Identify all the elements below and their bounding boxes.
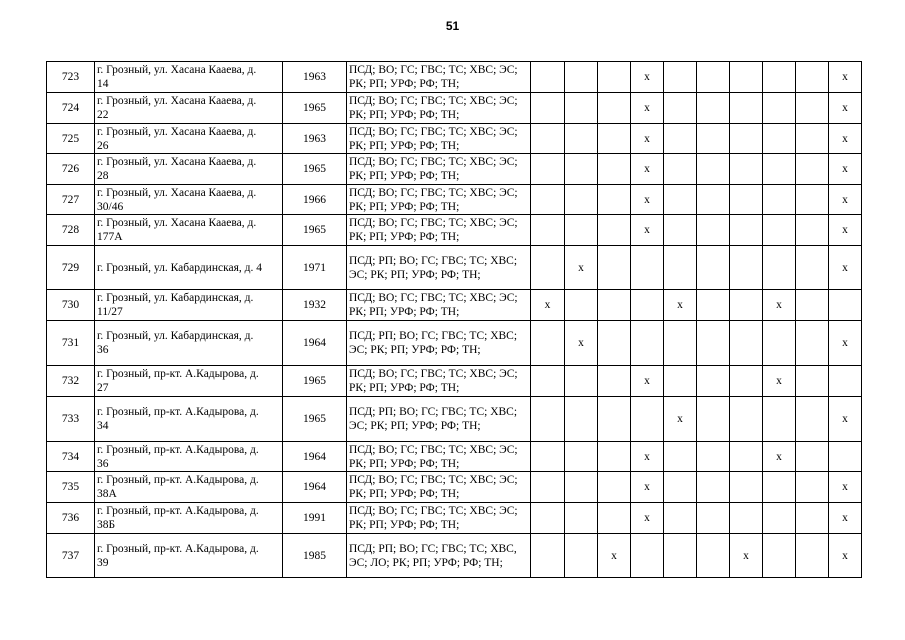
mark-cell: x	[631, 93, 664, 124]
address-line-1: г. Грозный, ул. Хасана Кааева, д.	[97, 125, 257, 138]
mark-cell: x	[631, 154, 664, 185]
table-row	[47, 472, 862, 503]
mark-cell	[598, 472, 631, 503]
services-line-2: ЭС; РК; РП; УРФ; РФ; ТН;	[349, 268, 481, 281]
build-year-cell: 1963	[283, 62, 347, 93]
mark-cell: x	[631, 503, 664, 534]
mark-cell	[565, 93, 598, 124]
mark-cell	[796, 290, 829, 321]
services-line-2: РК; РП; УРФ; РФ; ТН;	[349, 519, 460, 531]
mark-cell	[730, 397, 763, 442]
row-number-cell: 727	[47, 185, 95, 215]
services-cell	[347, 321, 531, 366]
mark-cell	[664, 62, 697, 93]
mark-cell	[730, 154, 763, 185]
address-line-2: 34	[97, 420, 109, 432]
services-cell	[347, 397, 531, 442]
mark-cell	[565, 290, 598, 321]
address-line-1: г. Грозный, ул. Кабардинская, д.	[97, 292, 254, 304]
mark-cell	[631, 534, 664, 578]
mark-cell	[598, 154, 631, 185]
services-cell	[347, 366, 531, 397]
address-line-2: 38Б	[97, 519, 116, 531]
mark-cell	[730, 503, 763, 534]
mark-cell	[598, 62, 631, 93]
mark-cell: x	[763, 442, 796, 472]
mark-cell	[598, 93, 631, 124]
mark-cell: x	[631, 366, 664, 397]
mark-cell	[730, 246, 763, 290]
mark-cell: x	[763, 366, 796, 397]
services-line-1: ПСД; РП; ВО; ГС; ГВС; ТС; ХВС;	[349, 330, 518, 342]
mark-cell	[531, 503, 565, 534]
services-line-2: РК; РП; УРФ; РФ; ТН;	[349, 382, 460, 394]
mark-cell	[565, 534, 598, 578]
mark-cell: x	[664, 397, 697, 442]
mark-cell	[763, 246, 796, 290]
mark-cell: x	[598, 534, 631, 578]
services-line-2: РК; РП; УРФ; РФ; ТН;	[349, 109, 460, 121]
services-line-2: РК; РП; УРФ; РФ; ТН;	[349, 457, 460, 470]
mark-cell	[763, 124, 796, 154]
services-line-2: РК; РП; УРФ; РФ; ТН;	[349, 78, 460, 90]
mark-cell	[531, 246, 565, 290]
row-number-cell: 735	[47, 472, 95, 503]
mark-cell	[796, 185, 829, 215]
table-row	[47, 321, 862, 366]
build-year-cell: 1966	[283, 185, 347, 215]
mark-cell	[664, 366, 697, 397]
mark-cell	[565, 442, 598, 472]
build-year-cell: 1965	[283, 154, 347, 185]
address-cell	[95, 503, 283, 534]
mark-cell	[796, 472, 829, 503]
address-cell	[95, 185, 283, 215]
mark-cell: x	[565, 321, 598, 366]
address-line-2: 39	[97, 556, 109, 569]
mark-cell	[697, 397, 730, 442]
mark-cell	[697, 534, 730, 578]
services-line-2: РК; РП; УРФ; РФ; ТН;	[349, 306, 460, 318]
services-line-1: ПСД; ВО; ГС; ГВС; ТС; ХВС; ЭС;	[349, 217, 518, 229]
address-cell	[95, 321, 283, 366]
mark-cell	[598, 366, 631, 397]
build-year-cell: 1965	[283, 397, 347, 442]
address-line-2: 177А	[97, 231, 123, 243]
mark-cell	[697, 154, 730, 185]
services-line-2: РК; РП; УРФ; РФ; ТН;	[349, 231, 460, 243]
services-line-1: ПСД; ВО; ГС; ГВС; ТС; ХВС; ЭС;	[349, 368, 518, 380]
mark-cell	[531, 154, 565, 185]
row-number-cell: 737	[47, 534, 95, 578]
services-line-2: ЭС; ЛО; РК; РП; УРФ; РФ; ТН;	[349, 556, 503, 569]
mark-cell	[565, 124, 598, 154]
mark-cell	[664, 215, 697, 246]
mark-cell	[763, 154, 796, 185]
row-number-cell: 732	[47, 366, 95, 397]
mark-cell: x	[829, 62, 862, 93]
address-line-2: 36	[97, 344, 109, 356]
mark-cell	[697, 290, 730, 321]
housing-register-table	[46, 61, 862, 578]
mark-cell	[697, 472, 730, 503]
services-line-1: ПСД; ВО; ГС; ГВС; ТС; ХВС; ЭС;	[349, 505, 518, 517]
mark-cell	[598, 442, 631, 472]
mark-cell	[730, 124, 763, 154]
services-cell	[347, 290, 531, 321]
mark-cell	[796, 154, 829, 185]
mark-cell	[631, 246, 664, 290]
address-line-1: г. Грозный, пр-кт. А.Кадырова, д.	[97, 474, 259, 486]
mark-cell	[697, 185, 730, 215]
mark-cell	[796, 397, 829, 442]
services-cell	[347, 215, 531, 246]
address-line-2: 30/46	[97, 200, 124, 213]
mark-cell	[664, 154, 697, 185]
address-cell	[95, 472, 283, 503]
address-line-2: 38А	[97, 488, 117, 500]
build-year-cell: 1964	[283, 442, 347, 472]
services-line-1: ПСД; РП; ВО; ГС; ГВС; ТС; ХВС;	[349, 254, 518, 267]
mark-cell	[697, 366, 730, 397]
mark-cell	[531, 93, 565, 124]
build-year-cell: 1932	[283, 290, 347, 321]
table-row	[47, 534, 862, 578]
mark-cell	[531, 366, 565, 397]
mark-cell	[730, 366, 763, 397]
mark-cell	[730, 185, 763, 215]
row-number-cell: 726	[47, 154, 95, 185]
address-cell	[95, 290, 283, 321]
services-line-1: ПСД; ВО; ГС; ГВС; ТС; ХВС; ЭС;	[349, 474, 518, 486]
services-line-1: ПСД; ВО; ГС; ГВС; ТС; ХВС; ЭС;	[349, 292, 518, 304]
mark-cell: x	[829, 124, 862, 154]
services-cell	[347, 246, 531, 290]
mark-cell	[565, 62, 598, 93]
services-line-1: ПСД; ВО; ГС; ГВС; ТС; ХВС; ЭС;	[349, 186, 518, 199]
mark-cell	[796, 124, 829, 154]
row-number-cell: 730	[47, 290, 95, 321]
mark-cell	[565, 472, 598, 503]
address-cell	[95, 93, 283, 124]
address-line-2: 27	[97, 382, 109, 394]
table-row	[47, 124, 862, 154]
mark-cell	[631, 290, 664, 321]
mark-cell	[565, 154, 598, 185]
mark-cell	[763, 321, 796, 366]
mark-cell	[763, 397, 796, 442]
table-row	[47, 93, 862, 124]
mark-cell	[565, 397, 598, 442]
build-year-cell: 1991	[283, 503, 347, 534]
address-line-2: 11/27	[97, 306, 123, 318]
mark-cell	[598, 290, 631, 321]
mark-cell	[763, 185, 796, 215]
row-number-cell: 736	[47, 503, 95, 534]
services-line-1: ПСД; ВО; ГС; ГВС; ТС; ХВС; ЭС;	[349, 64, 518, 76]
address-cell	[95, 534, 283, 578]
address-cell	[95, 442, 283, 472]
services-line-1: ПСД; РП; ВО; ГС; ГВС; ТС; ХВС,	[349, 542, 517, 555]
mark-cell	[531, 442, 565, 472]
mark-cell	[531, 185, 565, 215]
mark-cell	[598, 321, 631, 366]
mark-cell	[763, 472, 796, 503]
mark-cell: x	[631, 185, 664, 215]
address-line-1: г. Грозный, пр-кт. А.Кадырова, д.	[97, 505, 259, 517]
mark-cell	[664, 93, 697, 124]
services-cell	[347, 442, 531, 472]
address-line-1: г. Грозный, пр-кт. А.Кадырова, д.	[97, 542, 259, 555]
mark-cell	[697, 503, 730, 534]
row-number-cell: 725	[47, 124, 95, 154]
table-row	[47, 503, 862, 534]
mark-cell	[697, 246, 730, 290]
mark-cell	[565, 185, 598, 215]
mark-cell	[763, 62, 796, 93]
build-year-cell: 1963	[283, 124, 347, 154]
mark-cell	[664, 246, 697, 290]
row-number-cell: 728	[47, 215, 95, 246]
mark-cell	[664, 472, 697, 503]
build-year-cell: 1965	[283, 366, 347, 397]
services-line-1: ПСД; ВО; ГС; ГВС; ТС; ХВС; ЭС;	[349, 443, 518, 456]
address-cell	[95, 246, 283, 290]
table-row	[47, 246, 862, 290]
row-number-cell: 723	[47, 62, 95, 93]
mark-cell	[730, 93, 763, 124]
mark-cell	[565, 215, 598, 246]
address-cell	[95, 397, 283, 442]
mark-cell	[697, 62, 730, 93]
mark-cell	[796, 503, 829, 534]
services-cell	[347, 154, 531, 185]
services-line-2: РК; РП; УРФ; РФ; ТН;	[349, 139, 460, 152]
mark-cell: x	[829, 503, 862, 534]
mark-cell	[565, 503, 598, 534]
table-row	[47, 62, 862, 93]
address-line-1: г. Грозный, пр-кт. А.Кадырова, д.	[97, 443, 259, 456]
mark-cell	[531, 124, 565, 154]
mark-cell	[531, 215, 565, 246]
mark-cell	[796, 246, 829, 290]
mark-cell	[664, 503, 697, 534]
mark-cell	[598, 185, 631, 215]
address-line-1: г. Грозный, ул. Хасана Кааева, д.	[97, 186, 257, 199]
mark-cell	[565, 366, 598, 397]
mark-cell	[531, 321, 565, 366]
mark-cell: x	[664, 290, 697, 321]
mark-cell: x	[829, 397, 862, 442]
mark-cell: x	[829, 93, 862, 124]
mark-cell	[697, 124, 730, 154]
mark-cell	[598, 503, 631, 534]
address-line-1: г. Грозный, пр-кт. А.Кадырова, д.	[97, 406, 259, 418]
table-row	[47, 290, 862, 321]
mark-cell: x	[829, 185, 862, 215]
address-cell	[95, 215, 283, 246]
row-number-cell: 734	[47, 442, 95, 472]
address-line-2: 26	[97, 139, 109, 152]
mark-cell: x	[829, 215, 862, 246]
table-row	[47, 442, 862, 472]
mark-cell: x	[631, 124, 664, 154]
address-line-1: г. Грозный, ул. Хасана Кааева, д.	[97, 95, 257, 107]
mark-cell	[598, 246, 631, 290]
mark-cell: x	[631, 62, 664, 93]
mark-cell	[829, 290, 862, 321]
build-year-cell: 1964	[283, 472, 347, 503]
mark-cell: x	[829, 154, 862, 185]
mark-cell: x	[829, 472, 862, 503]
mark-cell: x	[829, 534, 862, 578]
address-line-2: 28	[97, 170, 109, 182]
address-line-2: 14	[97, 78, 109, 90]
mark-cell	[829, 442, 862, 472]
mark-cell: x	[763, 290, 796, 321]
mark-cell	[763, 93, 796, 124]
mark-cell: x	[829, 321, 862, 366]
mark-cell	[697, 321, 730, 366]
address-cell	[95, 366, 283, 397]
mark-cell	[796, 321, 829, 366]
mark-cell	[730, 62, 763, 93]
mark-cell	[796, 534, 829, 578]
address-line-1: г. Грозный, ул. Хасана Кааева, д.	[97, 156, 257, 168]
services-cell	[347, 124, 531, 154]
mark-cell	[631, 321, 664, 366]
services-line-2: РК; РП; УРФ; РФ; ТН;	[349, 170, 460, 182]
mark-cell	[697, 93, 730, 124]
mark-cell	[730, 472, 763, 503]
mark-cell	[664, 124, 697, 154]
services-cell	[347, 472, 531, 503]
services-line-2: РК; РП; УРФ; РФ; ТН;	[349, 200, 460, 213]
address-line-1: г. Грозный, пр-кт. А.Кадырова, д.	[97, 368, 259, 380]
mark-cell	[730, 290, 763, 321]
address-cell	[95, 154, 283, 185]
mark-cell: x	[531, 290, 565, 321]
mark-cell	[697, 442, 730, 472]
mark-cell	[664, 534, 697, 578]
mark-cell	[796, 442, 829, 472]
services-line-1: ПСД; ВО; ГС; ГВС; ТС; ХВС; ЭС;	[349, 125, 518, 138]
mark-cell: x	[565, 246, 598, 290]
services-line-2: РК; РП; УРФ; РФ; ТН;	[349, 488, 460, 500]
services-cell	[347, 185, 531, 215]
build-year-cell: 1965	[283, 93, 347, 124]
address-line-1: г. Грозный, ул. Хасана Кааева, д.	[97, 64, 257, 76]
mark-cell	[763, 215, 796, 246]
mark-cell	[796, 93, 829, 124]
services-line-2: ЭС; РК; РП; УРФ; РФ; ТН;	[349, 420, 481, 432]
mark-cell	[730, 442, 763, 472]
mark-cell	[531, 62, 565, 93]
row-number-cell: 731	[47, 321, 95, 366]
address-cell	[95, 124, 283, 154]
build-year-cell: 1971	[283, 246, 347, 290]
table-row	[47, 397, 862, 442]
build-year-cell: 1985	[283, 534, 347, 578]
mark-cell	[664, 442, 697, 472]
mark-cell	[598, 397, 631, 442]
mark-cell: x	[631, 442, 664, 472]
services-line-1: ПСД; РП; ВО; ГС; ГВС; ТС; ХВС;	[349, 406, 518, 418]
mark-cell	[730, 215, 763, 246]
table-row	[47, 215, 862, 246]
address-line-1: г. Грозный, ул. Хасана Кааева, д.	[97, 217, 257, 229]
mark-cell	[730, 321, 763, 366]
mark-cell	[829, 366, 862, 397]
mark-cell	[598, 215, 631, 246]
mark-cell	[531, 472, 565, 503]
address-line-2: 22	[97, 109, 109, 121]
table-row	[47, 185, 862, 215]
mark-cell: x	[829, 246, 862, 290]
table-row	[47, 154, 862, 185]
services-cell	[347, 503, 531, 534]
mark-cell	[763, 503, 796, 534]
table-body	[47, 62, 862, 578]
services-cell	[347, 62, 531, 93]
build-year-cell: 1965	[283, 215, 347, 246]
page-number: 51	[445, 19, 460, 33]
services-line-1: ПСД; ВО; ГС; ГВС; ТС; ХВС; ЭС;	[349, 156, 518, 168]
row-number-cell: 733	[47, 397, 95, 442]
mark-cell: x	[631, 472, 664, 503]
mark-cell: x	[631, 215, 664, 246]
mark-cell	[631, 397, 664, 442]
mark-cell: x	[730, 534, 763, 578]
services-cell	[347, 534, 531, 578]
mark-cell	[796, 366, 829, 397]
address-line-1: г. Грозный, ул. Кабардинская, д. 4	[97, 261, 263, 274]
build-year-cell: 1964	[283, 321, 347, 366]
row-number-cell: 729	[47, 246, 95, 290]
mark-cell	[796, 62, 829, 93]
services-line-1: ПСД; ВО; ГС; ГВС; ТС; ХВС; ЭС;	[349, 95, 518, 107]
mark-cell	[664, 185, 697, 215]
mark-cell	[697, 215, 730, 246]
address-line-1: г. Грозный, ул. Кабардинская, д.	[97, 330, 254, 342]
mark-cell	[763, 534, 796, 578]
row-number-cell: 724	[47, 93, 95, 124]
address-line-2: 36	[97, 457, 109, 470]
mark-cell	[598, 124, 631, 154]
services-line-2: ЭС; РК; РП; УРФ; РФ; ТН;	[349, 344, 481, 356]
mark-cell	[531, 397, 565, 442]
services-cell	[347, 93, 531, 124]
table-row	[47, 366, 862, 397]
mark-cell	[531, 534, 565, 578]
mark-cell	[796, 215, 829, 246]
address-cell	[95, 62, 283, 93]
mark-cell	[664, 321, 697, 366]
